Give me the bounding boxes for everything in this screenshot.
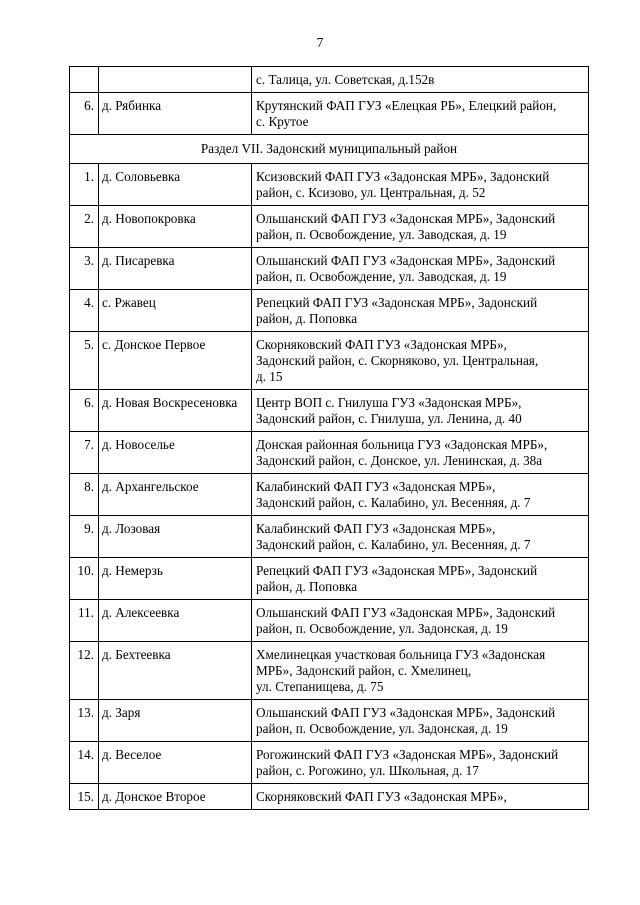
section-title: Раздел VII. Задонский муниципальный район: [70, 135, 589, 164]
table-row: [70, 164, 589, 206]
facility-address: [252, 742, 589, 784]
table-row: [70, 93, 589, 135]
facility-address-line: Репецкий ФАП ГУЗ «Задонская МРБ», Задонский: [256, 563, 538, 578]
settlement-name: д. Бехтеевка: [99, 642, 252, 700]
facility-address: [252, 642, 589, 700]
facility-address-line: район, п. Освобождение, ул. Заводская, д. 19: [256, 269, 507, 284]
settlement-name: д. Соловьевка: [99, 164, 252, 206]
facility-address: [252, 93, 589, 135]
settlement-name: д. Архангельское: [99, 474, 252, 516]
facility-address: [252, 164, 589, 206]
facility-address-line: Задонский район, с. Гнилуша, ул. Ленина, д. 40: [256, 411, 522, 426]
row-number: 9.: [70, 516, 99, 558]
settlement-name: д. Новоселье: [99, 432, 252, 474]
facility-address: [252, 700, 589, 742]
settlement-name: с. Ржавец: [99, 290, 252, 332]
facility-address-line: район, п. Освобождение, ул. Заводская, д. 19: [256, 227, 507, 242]
facility-address-line: район, с. Ксизово, ул. Центральная, д. 52: [256, 185, 486, 200]
facility-address: [252, 600, 589, 642]
table-row: [70, 474, 589, 516]
facility-address-line: Ольшанский ФАП ГУЗ «Задонская МРБ», Задонский: [256, 705, 556, 720]
settlement-name: с. Донское Первое: [99, 332, 252, 390]
facility-address-line: район, д. Поповка: [256, 579, 358, 594]
facility-address-line: Донская районная больница ГУЗ «Задонская МРБ»,: [256, 437, 548, 452]
table-row: [70, 248, 589, 290]
facility-address-line: Задонский район, с. Скорняково, ул. Центральная,: [256, 353, 539, 368]
facility-address-line: Ксизовский ФАП ГУЗ «Задонская МРБ», Задонский: [256, 169, 550, 184]
row-number: 6.: [70, 93, 99, 135]
row-number: 5.: [70, 332, 99, 390]
settlement-name: д. Донское Второе: [99, 784, 252, 810]
facility-address-line: Калабинский ФАП ГУЗ «Задонская МРБ»,: [256, 479, 496, 494]
facility-address: [252, 784, 589, 810]
settlement-name: д. Веселое: [99, 742, 252, 784]
row-number: 12.: [70, 642, 99, 700]
settlement-name: д. Новая Воскресеновка: [99, 390, 252, 432]
facility-address-line: Ольшанский ФАП ГУЗ «Задонская МРБ», Задонский: [256, 253, 556, 268]
row-number: 11.: [70, 600, 99, 642]
facility-address: [252, 206, 589, 248]
table-row: [70, 67, 589, 93]
settlement-name: д. Писаревка: [99, 248, 252, 290]
facility-address-line: Задонский район, с. Донское, ул. Ленинская, д. 38а: [256, 453, 543, 468]
facility-address-line: район, д. Поповка: [256, 311, 358, 326]
facility-address: [252, 290, 589, 332]
facility-address-line: Рогожинский ФАП ГУЗ «Задонская МРБ», Задонский: [256, 747, 559, 762]
facility-address-line: Скорняковский ФАП ГУЗ «Задонская МРБ»,: [256, 337, 507, 352]
facility-address-line: Ольшанский ФАП ГУЗ «Задонская МРБ», Задонский: [256, 605, 556, 620]
table-body: [70, 67, 589, 810]
settlement-name: д. Заря: [99, 700, 252, 742]
row-number: 14.: [70, 742, 99, 784]
facility-address: [252, 558, 589, 600]
facility-address: [252, 67, 589, 93]
facility-address-line: Центр ВОП с. Гнилуша ГУЗ «Задонская МРБ»,: [256, 395, 522, 410]
facility-address-line: Калабинский ФАП ГУЗ «Задонская МРБ»,: [256, 521, 496, 536]
facility-address-line: с. Крутое: [256, 114, 309, 129]
table-row: [70, 558, 589, 600]
table-row: [70, 642, 589, 700]
row-number: 10.: [70, 558, 99, 600]
table-row: [70, 600, 589, 642]
settlement-name: [99, 67, 252, 93]
settlement-name: д. Немерзь: [99, 558, 252, 600]
settlement-name: д. Лозовая: [99, 516, 252, 558]
table-row: [70, 742, 589, 784]
facility-address-line: район, п. Освобождение, ул. Задонская, д. 19: [256, 721, 508, 736]
settlement-name: д. Новопокровка: [99, 206, 252, 248]
facility-address-line: Задонский район, с. Калабино, ул. Весенняя, д. 7: [256, 495, 531, 510]
facility-address-line: район, с. Рогожино, ул. Школьная, д. 17: [256, 763, 479, 778]
facility-address: [252, 332, 589, 390]
facility-address-line: Скорняковский ФАП ГУЗ «Задонская МРБ»,: [256, 789, 507, 804]
facility-address-line: ул. Степанищева, д. 75: [256, 679, 384, 694]
facility-address-line: Ольшанский ФАП ГУЗ «Задонская МРБ», Задонский: [256, 211, 556, 226]
facility-address-line: район, п. Освобождение, ул. Задонская, д. 19: [256, 621, 508, 636]
table-row: [70, 432, 589, 474]
table-row: [70, 332, 589, 390]
table-row: [70, 290, 589, 332]
table-row: [70, 206, 589, 248]
table-row: [70, 390, 589, 432]
facility-address-line: МРБ», Задонский район, с. Хмелинец,: [256, 663, 472, 678]
facility-address-line: с. Талица, ул. Советская, д.152в: [256, 72, 435, 87]
facility-address: [252, 248, 589, 290]
facility-address: [252, 390, 589, 432]
facility-address-line: Репецкий ФАП ГУЗ «Задонская МРБ», Задонский: [256, 295, 538, 310]
row-number: 13.: [70, 700, 99, 742]
settlement-name: д. Рябинка: [99, 93, 252, 135]
settlement-name: д. Алексеевка: [99, 600, 252, 642]
table-row: [70, 516, 589, 558]
facility-address: [252, 474, 589, 516]
row-number: 2.: [70, 206, 99, 248]
facility-address-line: Хмелинецкая участковая больница ГУЗ «Задонская: [256, 647, 546, 662]
table-row: [70, 700, 589, 742]
row-number: 15.: [70, 784, 99, 810]
facilities-table: [69, 66, 589, 810]
facility-address-line: д. 15: [256, 369, 283, 384]
row-number: 8.: [70, 474, 99, 516]
page-number: 7: [316, 35, 324, 50]
section-header-row: [70, 135, 589, 164]
row-number: 7.: [70, 432, 99, 474]
row-number: 4.: [70, 290, 99, 332]
table-row: [70, 784, 589, 810]
row-number: 3.: [70, 248, 99, 290]
facility-address-line: Крутянский ФАП ГУЗ «Елецкая РБ», Елецкий район,: [256, 98, 557, 113]
row-number: 6.: [70, 390, 99, 432]
facility-address: [252, 432, 589, 474]
row-number: [70, 67, 99, 93]
facility-address-line: Задонский район, с. Калабино, ул. Весенняя, д. 7: [256, 537, 531, 552]
row-number: 1.: [70, 164, 99, 206]
facility-address: [252, 516, 589, 558]
